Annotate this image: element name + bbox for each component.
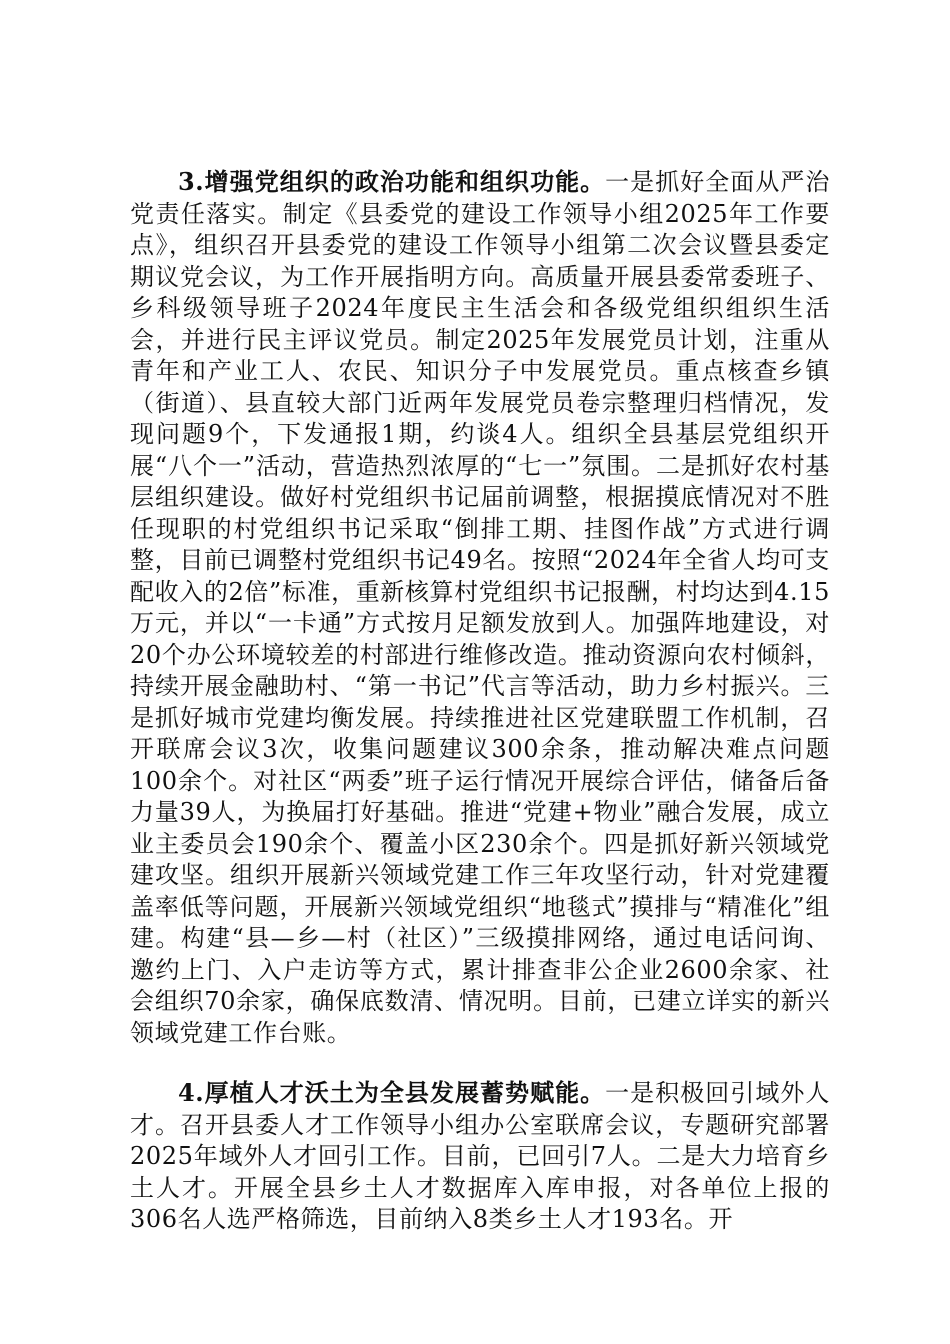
document-page bbox=[130, 166, 830, 1236]
section-3-paragraph bbox=[130, 166, 830, 1049]
section-3-heading: 3.增强党组织的政治功能和组织功能。 bbox=[178, 167, 606, 196]
section-3-body: 一是抓好全面从严治党责任落实。制定《县委党的建设工作领导小组2025年工作要点》，组织召开县委党的建设工作领导小组第二次会议暨县委定期议党会议，为工作开展指明方向。高质量开展县委常委班子、乡科级领导班子2024年度民主生活会和各级党组织组织生活会，并进行民主评议党员。制定2025年发展党员计划，注重从青年和产业工人、农民、知识分子中发展党员。重点核查乡镇（街道）、县直较大部门近两年发展党员卷宗整理归档情况，发现问题9个，下发通报1期，约谈4人。组织全县基层党组织开展“八个一”活动，营造热烈浓厚的“七一”氛围。二是抓好农村基层组织建设。做好村党组织书记届前调整，根据摸底情况对不胜任现职的村党组织书记采取“倒排工期、挂图作战”方式进行调整，目前已调整村党组织书记49名。按照“2024年全省人均可支配收入的2倍”标准，重新核算村党组织书记报酬，村均达到4.15万元，并以“一卡通”方式按月足额发放到人。加强阵地建设，对20个办公环境较差的村部进行维修改造。推动资源向农村倾斜，持续开展金融助村、“第一书记”代言等活动，助力乡村振兴。三是抓好城市党建均衡发展。持续推进社区党建联盟工作机制，召开联席会议3次，收集问题建议300余条，推动解决难点问题100余个。对社区“两委”班子运行情况开展综合评估，储备后备力量39人，为换届打好基础。推进“党建+物业”融合发展，成立业主委员会190余个、覆盖小区230余个。四是抓好新兴领域党建攻坚。组织开展新兴领域党建工作三年攻坚行动，针对党建覆盖率低等问题，开展新兴领域党组织“地毯式”摸排与“精准化”组建。构建“县—乡—村（社区）”三级摸排网络，通过电话问询、邀约上门、入户走访等方式，累计排查非公企业2600余家、社会组织70余家，确保底数清、情况明。目前，已建立详实的新兴领域党建工作台账。 bbox=[130, 168, 830, 1047]
section-4-heading: 4.厚植人才沃土为全县发展蓄势赋能。 bbox=[178, 1078, 606, 1107]
section-4-paragraph bbox=[130, 1077, 830, 1236]
section-4-body: 一是积极回引域外人才。召开县委人才工作领导小组办公室联席会议，专题研究部署2025年域外人才回引工作。目前，已回引7人。二是大力培育乡土人才。开展全县乡土人才数据库入库申报，对各单位上报的306名人选严格筛选，目前纳入8类乡土人才193名。开 bbox=[130, 1079, 830, 1233]
